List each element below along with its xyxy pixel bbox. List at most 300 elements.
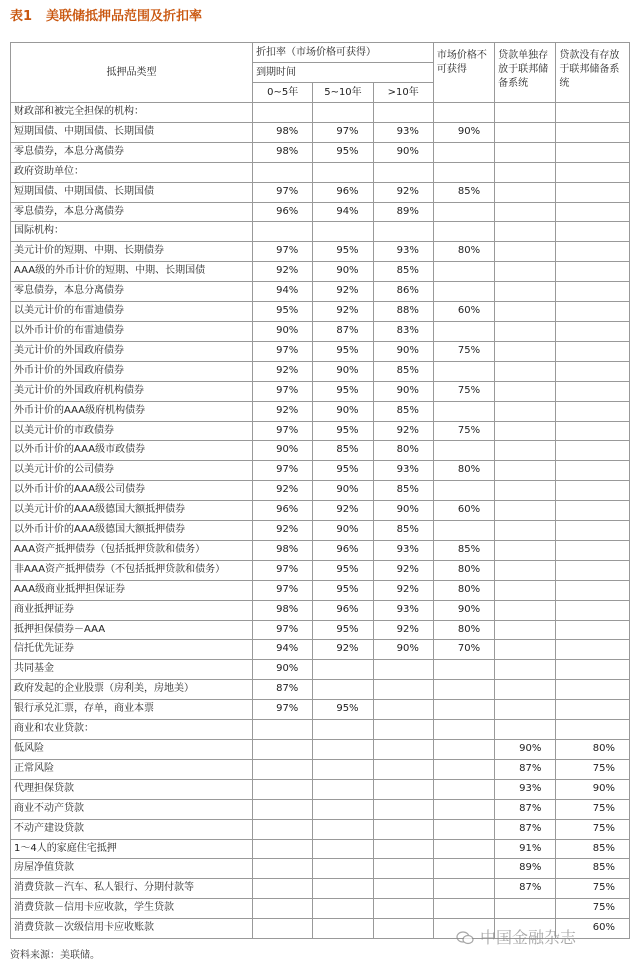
rate-cell: [495, 521, 556, 541]
rate-cell: [495, 640, 556, 660]
rate-cell: 80%: [556, 740, 630, 760]
header-range-5-10: 5~10年: [313, 83, 373, 103]
rate-cell: [433, 142, 494, 162]
rate-cell: 95%: [313, 421, 373, 441]
rate-cell: [495, 421, 556, 441]
rate-cell: 90%: [253, 321, 313, 341]
header-discount-group: 折扣率（市场价格可获得）: [253, 43, 434, 63]
rate-cell: [313, 162, 373, 182]
table-row: [11, 103, 630, 123]
rate-cell: 90%: [313, 521, 373, 541]
rate-cell: [556, 282, 630, 302]
rate-cell: 90%: [313, 361, 373, 381]
rate-cell: [556, 381, 630, 401]
rate-cell: 92%: [313, 640, 373, 660]
rate-cell: [433, 521, 494, 541]
rate-cell: 97%: [253, 700, 313, 720]
row-label: 政府资助单位：: [11, 162, 253, 182]
row-label: 消费贷款－次级信用卡应收账款: [11, 919, 253, 939]
rate-cell: [253, 103, 313, 123]
rate-cell: [495, 222, 556, 242]
rate-cell: [253, 740, 313, 760]
table-row: [11, 859, 630, 879]
rate-cell: [495, 182, 556, 202]
rate-cell: [556, 680, 630, 700]
rate-cell: 94%: [253, 640, 313, 660]
rate-cell: 85%: [373, 481, 433, 501]
rate-cell: [433, 899, 494, 919]
rate-cell: [253, 919, 313, 939]
rate-cell: [556, 580, 630, 600]
rate-cell: [556, 620, 630, 640]
rate-cell: [433, 103, 494, 123]
rate-cell: 97%: [253, 580, 313, 600]
table-number: 表1: [10, 9, 33, 24]
rate-cell: 80%: [433, 242, 494, 262]
rate-cell: 98%: [253, 122, 313, 142]
rate-cell: [373, 819, 433, 839]
rate-cell: 85%: [373, 262, 433, 282]
rate-cell: 97%: [253, 242, 313, 262]
rate-cell: [373, 879, 433, 899]
table-row: [11, 521, 630, 541]
rate-cell: [313, 103, 373, 123]
rate-cell: [556, 103, 630, 123]
table-body: [11, 103, 630, 939]
rate-cell: 90%: [373, 501, 433, 521]
rate-cell: 85%: [373, 401, 433, 421]
rate-cell: 87%: [495, 759, 556, 779]
rate-cell: [313, 819, 373, 839]
row-label: 零息债券，本息分离债券: [11, 202, 253, 222]
table-row: [11, 779, 630, 799]
rate-cell: 95%: [313, 700, 373, 720]
rate-cell: [495, 481, 556, 501]
rate-cell: [556, 182, 630, 202]
rate-cell: [373, 799, 433, 819]
table-row: [11, 441, 630, 461]
row-label: 以外币计价的AAA级德国大额抵押债券: [11, 521, 253, 541]
rate-cell: [495, 381, 556, 401]
row-label: 代理担保贷款: [11, 779, 253, 799]
rate-cell: [495, 122, 556, 142]
rate-cell: [556, 501, 630, 521]
table-row: [11, 879, 630, 899]
rate-cell: 90%: [313, 262, 373, 282]
table-row: [11, 162, 630, 182]
rate-cell: 92%: [253, 262, 313, 282]
table-row: [11, 202, 630, 222]
rate-cell: [556, 640, 630, 660]
rate-cell: 80%: [433, 560, 494, 580]
rate-cell: 92%: [313, 501, 373, 521]
rate-cell: 96%: [313, 600, 373, 620]
rate-cell: 86%: [373, 282, 433, 302]
rate-cell: 94%: [313, 202, 373, 222]
rate-cell: 96%: [253, 202, 313, 222]
rate-cell: 60%: [433, 501, 494, 521]
rate-cell: [556, 481, 630, 501]
rate-cell: [433, 839, 494, 859]
table-row: [11, 720, 630, 740]
table-row: [11, 242, 630, 262]
table-row: [11, 660, 630, 680]
rate-cell: 90%: [373, 381, 433, 401]
table-row: [11, 302, 630, 322]
row-label: 房屋净值贷款: [11, 859, 253, 879]
rate-cell: [373, 839, 433, 859]
rate-cell: 85%: [373, 521, 433, 541]
rate-cell: 95%: [313, 461, 373, 481]
row-label: 低风险: [11, 740, 253, 760]
rate-cell: [313, 799, 373, 819]
table-row: [11, 401, 630, 421]
rate-cell: [433, 740, 494, 760]
row-label: 美元计价的外国政府债券: [11, 341, 253, 361]
table-row: [11, 620, 630, 640]
rate-cell: 92%: [373, 620, 433, 640]
table-row: [11, 799, 630, 819]
rate-cell: 90%: [433, 122, 494, 142]
rate-cell: [313, 879, 373, 899]
rate-cell: [556, 540, 630, 560]
header-range-10-plus: >10年: [373, 83, 433, 103]
table-row: [11, 341, 630, 361]
rate-cell: [433, 879, 494, 899]
rate-cell: [253, 759, 313, 779]
table-row: [11, 381, 630, 401]
collateral-table: [10, 42, 630, 939]
row-label: 消费贷款－信用卡应收款，学生贷款: [11, 899, 253, 919]
table-row: [11, 640, 630, 660]
rate-cell: 90%: [253, 660, 313, 680]
rate-cell: [495, 660, 556, 680]
table-row: [11, 600, 630, 620]
rate-cell: 92%: [253, 401, 313, 421]
rate-cell: [556, 660, 630, 680]
rate-cell: [313, 660, 373, 680]
rate-cell: [556, 122, 630, 142]
rate-cell: 80%: [433, 580, 494, 600]
rate-cell: 90%: [253, 441, 313, 461]
rate-cell: 97%: [313, 122, 373, 142]
row-label: 共同基金: [11, 660, 253, 680]
rate-cell: 60%: [433, 302, 494, 322]
rate-cell: 95%: [313, 580, 373, 600]
rate-cell: [556, 142, 630, 162]
rate-cell: [495, 441, 556, 461]
rate-cell: 90%: [373, 142, 433, 162]
rate-cell: 95%: [313, 620, 373, 640]
rate-cell: [495, 142, 556, 162]
watermark: [456, 925, 576, 948]
rate-cell: [373, 162, 433, 182]
rate-cell: [556, 262, 630, 282]
rate-cell: [253, 779, 313, 799]
row-label: 以美元计价的公司债券: [11, 461, 253, 481]
rate-cell: [556, 720, 630, 740]
rate-cell: [433, 222, 494, 242]
rate-cell: [556, 401, 630, 421]
rate-cell: 93%: [373, 600, 433, 620]
rate-cell: [253, 720, 313, 740]
row-label: 以美元计价的AAA级德国大额抵押债券: [11, 501, 253, 521]
rate-cell: [313, 740, 373, 760]
rate-cell: 95%: [313, 381, 373, 401]
rate-cell: [495, 282, 556, 302]
row-label: 商业抵押证券: [11, 600, 253, 620]
row-label: 短期国债、中期国债、长期国债: [11, 182, 253, 202]
rate-cell: 93%: [373, 540, 433, 560]
rate-cell: 85%: [313, 441, 373, 461]
rate-cell: [433, 799, 494, 819]
rate-cell: [495, 580, 556, 600]
rate-cell: 85%: [373, 361, 433, 381]
rate-cell: 97%: [253, 421, 313, 441]
header-no-market-price: 市场价格不可获得: [433, 43, 494, 103]
rate-cell: 97%: [253, 461, 313, 481]
rate-cell: 75%: [433, 341, 494, 361]
row-label: 以美元计价的市政债券: [11, 421, 253, 441]
table-row: [11, 321, 630, 341]
rate-cell: [433, 282, 494, 302]
rate-cell: [495, 103, 556, 123]
rate-cell: [253, 162, 313, 182]
rate-cell: [313, 680, 373, 700]
rate-cell: 90%: [313, 481, 373, 501]
rate-cell: [495, 501, 556, 521]
row-label: 商业不动产贷款: [11, 799, 253, 819]
rate-cell: [433, 321, 494, 341]
rate-cell: 97%: [253, 620, 313, 640]
rate-cell: [433, 859, 494, 879]
rate-cell: [253, 799, 313, 819]
rate-cell: [253, 839, 313, 859]
rate-cell: [495, 461, 556, 481]
rate-cell: 75%: [556, 819, 630, 839]
rate-cell: 75%: [556, 799, 630, 819]
row-label: 以外币计价的布雷迪债券: [11, 321, 253, 341]
wechat-icon: [456, 931, 474, 945]
rate-cell: 80%: [433, 620, 494, 640]
rate-cell: [495, 162, 556, 182]
table-row: [11, 222, 630, 242]
rate-cell: [495, 620, 556, 640]
row-label: 外币计价的AAA级府机构债券: [11, 401, 253, 421]
rate-cell: 97%: [253, 381, 313, 401]
rate-cell: 91%: [495, 839, 556, 859]
rate-cell: 75%: [556, 759, 630, 779]
rate-cell: [495, 600, 556, 620]
row-label: 零息债券，本息分离债券: [11, 282, 253, 302]
rate-cell: 90%: [373, 341, 433, 361]
rate-cell: [556, 441, 630, 461]
rate-cell: 93%: [373, 122, 433, 142]
rate-cell: [556, 421, 630, 441]
table-row: [11, 899, 630, 919]
rate-cell: [373, 103, 433, 123]
table-row: [11, 700, 630, 720]
rate-cell: [433, 401, 494, 421]
rate-cell: [556, 700, 630, 720]
rate-cell: 90%: [313, 401, 373, 421]
rate-cell: 92%: [373, 182, 433, 202]
rate-cell: 92%: [373, 560, 433, 580]
rate-cell: 93%: [373, 242, 433, 262]
rate-cell: [495, 700, 556, 720]
rate-cell: 96%: [253, 501, 313, 521]
rate-cell: 93%: [373, 461, 433, 481]
row-label: 银行承兑汇票，存单，商业本票: [11, 700, 253, 720]
rate-cell: 90%: [373, 640, 433, 660]
rate-cell: 89%: [373, 202, 433, 222]
rate-cell: [433, 700, 494, 720]
rate-cell: 92%: [253, 481, 313, 501]
row-label: AAA资产抵押债券（包括抵押贷款和债务）: [11, 540, 253, 560]
table-title: [10, 5, 202, 24]
rate-cell: [556, 242, 630, 262]
rate-cell: [373, 700, 433, 720]
rate-cell: 87%: [495, 799, 556, 819]
table-row: [11, 122, 630, 142]
table-row: [11, 501, 630, 521]
table-row: [11, 182, 630, 202]
rate-cell: [495, 302, 556, 322]
rate-cell: [495, 680, 556, 700]
rate-cell: [433, 680, 494, 700]
row-label: 美元计价的外国政府机构债券: [11, 381, 253, 401]
rate-cell: [556, 302, 630, 322]
table-row: [11, 560, 630, 580]
table-row: [11, 839, 630, 859]
rate-cell: 95%: [253, 302, 313, 322]
row-label: 财政部和被完全担保的机构：: [11, 103, 253, 123]
rate-cell: 90%: [495, 740, 556, 760]
header-collateral-type: 抵押品类型: [11, 43, 253, 103]
rate-cell: [556, 560, 630, 580]
rate-cell: [433, 441, 494, 461]
header-maturity: 到期时间: [253, 63, 434, 83]
rate-cell: [495, 321, 556, 341]
table-row: [11, 680, 630, 700]
rate-cell: 89%: [495, 859, 556, 879]
rate-cell: 96%: [313, 540, 373, 560]
rate-cell: [433, 720, 494, 740]
rate-cell: 94%: [253, 282, 313, 302]
row-label: AAA级商业抵押担保证券: [11, 580, 253, 600]
rate-cell: 85%: [556, 839, 630, 859]
rate-cell: [373, 660, 433, 680]
rate-cell: 87%: [253, 680, 313, 700]
rate-cell: 93%: [495, 779, 556, 799]
rate-cell: 83%: [373, 321, 433, 341]
rate-cell: [433, 819, 494, 839]
rate-cell: 87%: [313, 321, 373, 341]
row-label: 美元计价的短期、中期、长期债券: [11, 242, 253, 262]
rate-cell: 95%: [313, 341, 373, 361]
rate-cell: 85%: [556, 859, 630, 879]
rate-cell: 92%: [253, 521, 313, 541]
rate-cell: [556, 600, 630, 620]
rate-cell: [253, 899, 313, 919]
rate-cell: [313, 899, 373, 919]
row-label: 不动产建设贷款: [11, 819, 253, 839]
table-row: [11, 361, 630, 381]
rate-cell: [373, 899, 433, 919]
row-label: 国际机构：: [11, 222, 253, 242]
table-row: [11, 819, 630, 839]
rate-cell: [373, 740, 433, 760]
rate-cell: [373, 680, 433, 700]
rate-cell: 90%: [433, 600, 494, 620]
rate-cell: [556, 521, 630, 541]
row-label: 短期国债、中期国债、长期国债: [11, 122, 253, 142]
rate-cell: 97%: [253, 182, 313, 202]
rate-cell: 95%: [313, 142, 373, 162]
rate-cell: 75%: [556, 899, 630, 919]
header-deposit-not: 贷款没有存放于联邦储备系统: [556, 43, 630, 103]
table-row: [11, 481, 630, 501]
row-label: 信托优先证券: [11, 640, 253, 660]
rate-cell: [433, 262, 494, 282]
rate-cell: [313, 839, 373, 859]
rate-cell: 80%: [433, 461, 494, 481]
rate-cell: [313, 720, 373, 740]
rate-cell: 92%: [253, 361, 313, 381]
rate-cell: 75%: [433, 421, 494, 441]
rate-cell: 87%: [495, 879, 556, 899]
rate-cell: 97%: [253, 341, 313, 361]
rate-cell: 95%: [313, 242, 373, 262]
row-label: 以外币计价的AAA级公司债券: [11, 481, 253, 501]
rate-cell: [556, 361, 630, 381]
rate-cell: 97%: [253, 560, 313, 580]
rate-cell: [556, 321, 630, 341]
rate-cell: [495, 202, 556, 222]
rate-cell: 95%: [313, 560, 373, 580]
rate-cell: [433, 759, 494, 779]
rate-cell: [253, 819, 313, 839]
rate-cell: [373, 222, 433, 242]
row-label: 政府发起的企业股票（房利美，房地美）: [11, 680, 253, 700]
rate-cell: [433, 162, 494, 182]
rate-cell: [495, 401, 556, 421]
rate-cell: [556, 202, 630, 222]
table-row: [11, 282, 630, 302]
rate-cell: 98%: [253, 600, 313, 620]
rate-cell: 60%: [556, 919, 630, 939]
rate-cell: [495, 361, 556, 381]
table-row: [11, 421, 630, 441]
rate-cell: [433, 779, 494, 799]
rate-cell: 70%: [433, 640, 494, 660]
rate-cell: 87%: [495, 819, 556, 839]
rate-cell: [373, 919, 433, 939]
row-label: 抵押担保债券－AAA: [11, 620, 253, 640]
rate-cell: [313, 779, 373, 799]
row-label: 非AAA资产抵押债券（不包括抵押贷款和债务）: [11, 560, 253, 580]
rate-cell: [373, 779, 433, 799]
table-row: [11, 142, 630, 162]
table-row: [11, 262, 630, 282]
header-range-0-5: 0~5年: [253, 83, 313, 103]
watermark-text: 中国金融杂志: [480, 928, 577, 947]
rate-cell: 88%: [373, 302, 433, 322]
rate-cell: [313, 859, 373, 879]
rate-cell: [495, 899, 556, 919]
rate-cell: [556, 162, 630, 182]
rate-cell: [495, 341, 556, 361]
